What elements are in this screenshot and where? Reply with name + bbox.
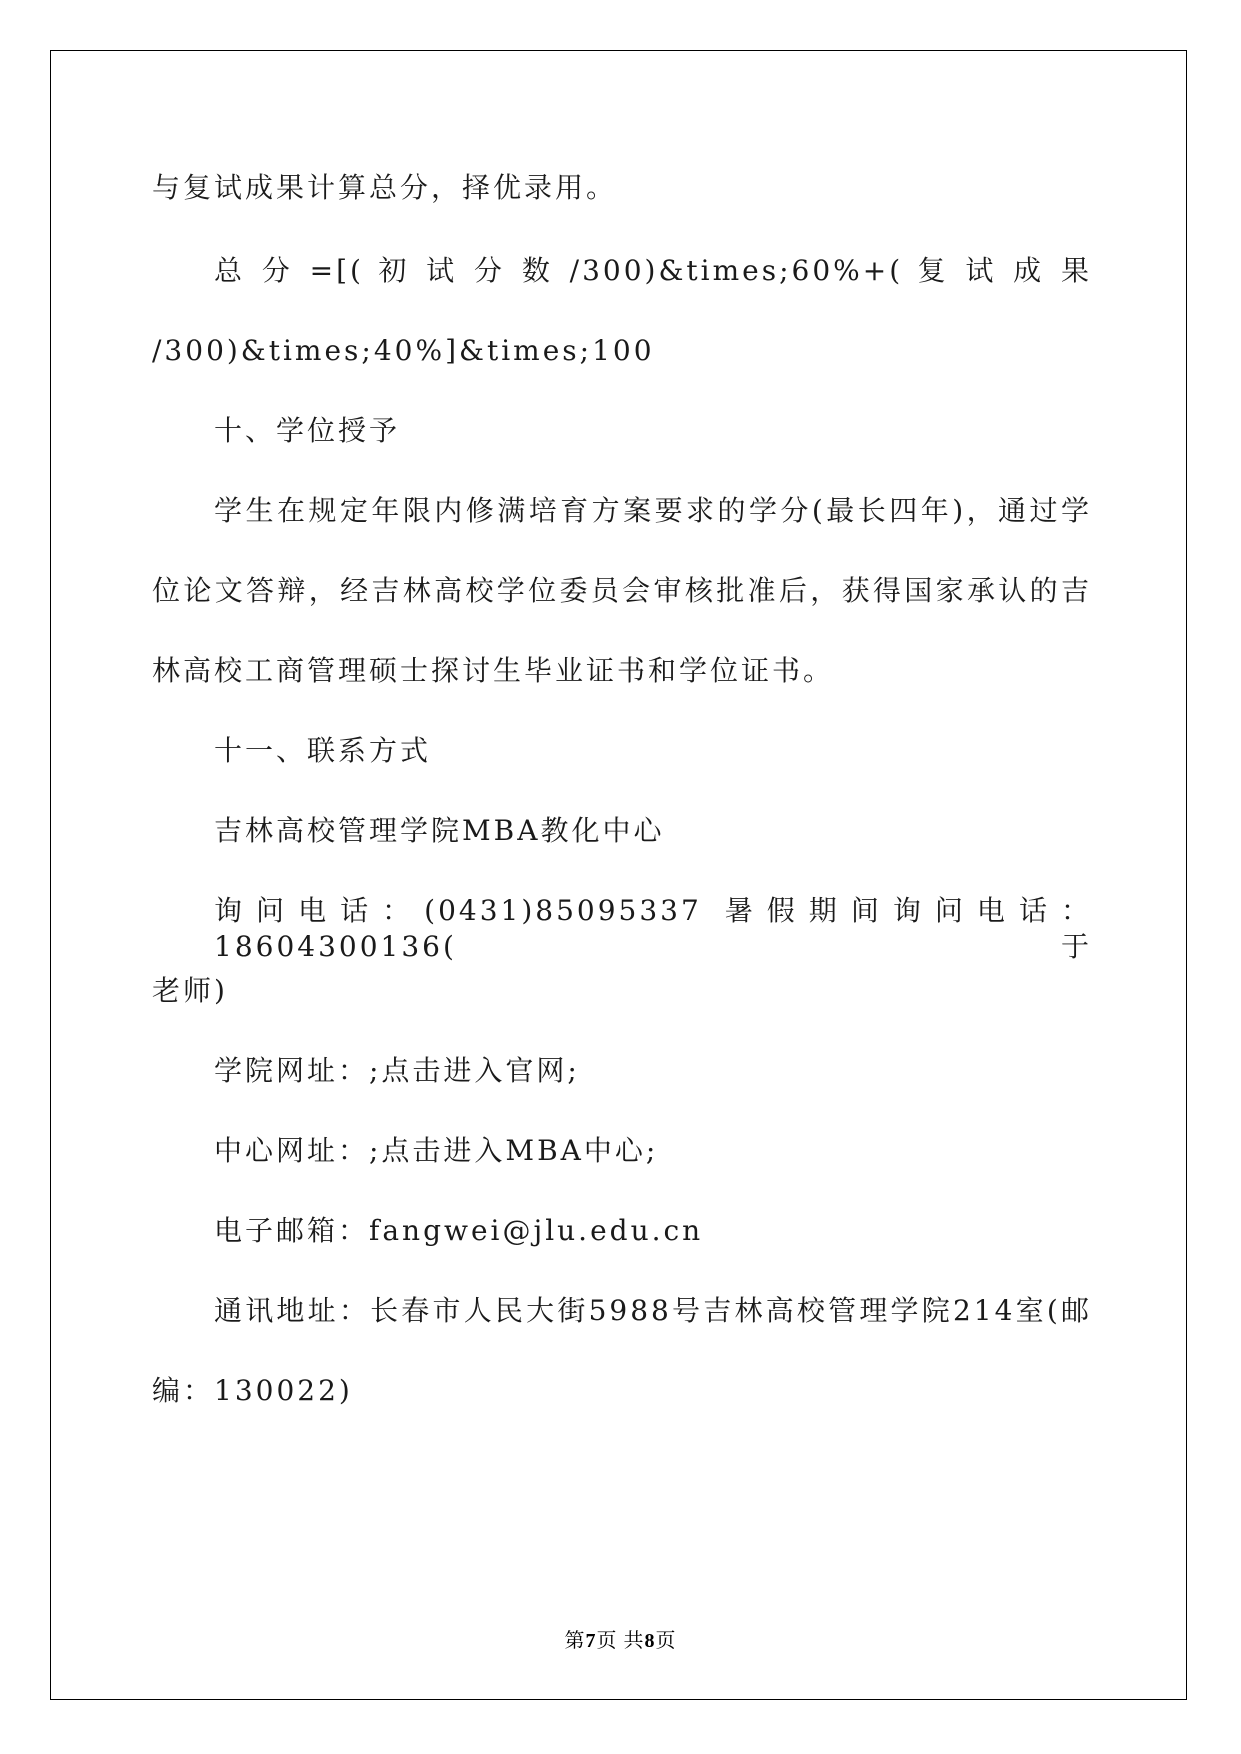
footer-suffix: 页 xyxy=(655,1630,677,1652)
formula-line-1: 总 分 =[( 初 试 分 数 /300)&times;60%+( 复 试 成 果 xyxy=(214,254,1092,287)
contact-college-site: 学院网址：;点击进入官网; xyxy=(214,1054,580,1087)
formula-line-2: /300)&times;40%]&times;100 xyxy=(152,334,655,367)
footer-prefix: 第 xyxy=(564,1630,586,1652)
page-border xyxy=(50,50,1187,1700)
contact-center-name: 吉林高校管理学院MBA教化中心 xyxy=(214,814,665,847)
section-heading-contact: 十一、联系方式 xyxy=(214,734,432,767)
contact-phone-cont: 老师) xyxy=(152,974,228,1007)
section-heading-degree: 十、学位授予 xyxy=(214,414,401,447)
text-line-1: 与复试成果计算总分，择优录用。 xyxy=(152,171,618,204)
current-page-number: 7 xyxy=(585,1630,597,1652)
total-page-number: 8 xyxy=(644,1630,656,1652)
text-line-degree-3: 林高校工商管理硕士探讨生毕业证书和学位证书。 xyxy=(152,654,835,687)
contact-postcode: 编：130022) xyxy=(152,1374,353,1407)
contact-address: 通讯地址：长春市人民大街5988号吉林高校管理学院214室(邮 xyxy=(214,1294,1092,1327)
text-line-degree-1: 学生在规定年限内修满培育方案要求的学分(最长四年)，通过学 xyxy=(214,494,1092,527)
contact-center-site: 中心网址：;点击进入MBA中心; xyxy=(214,1134,659,1167)
contact-email: 电子邮箱：fangwei@jlu.edu.cn xyxy=(214,1214,704,1247)
page-footer xyxy=(0,1624,1241,1653)
text-line-degree-2: 位论文答辩，经吉林高校学位委员会审核批准后，获得国家承认的吉 xyxy=(152,574,1092,607)
contact-phone: 询问电话：(0431)85095337 暑假期间询问电话：18604300136(于 xyxy=(214,894,1092,963)
footer-middle: 页 共 xyxy=(596,1630,645,1652)
